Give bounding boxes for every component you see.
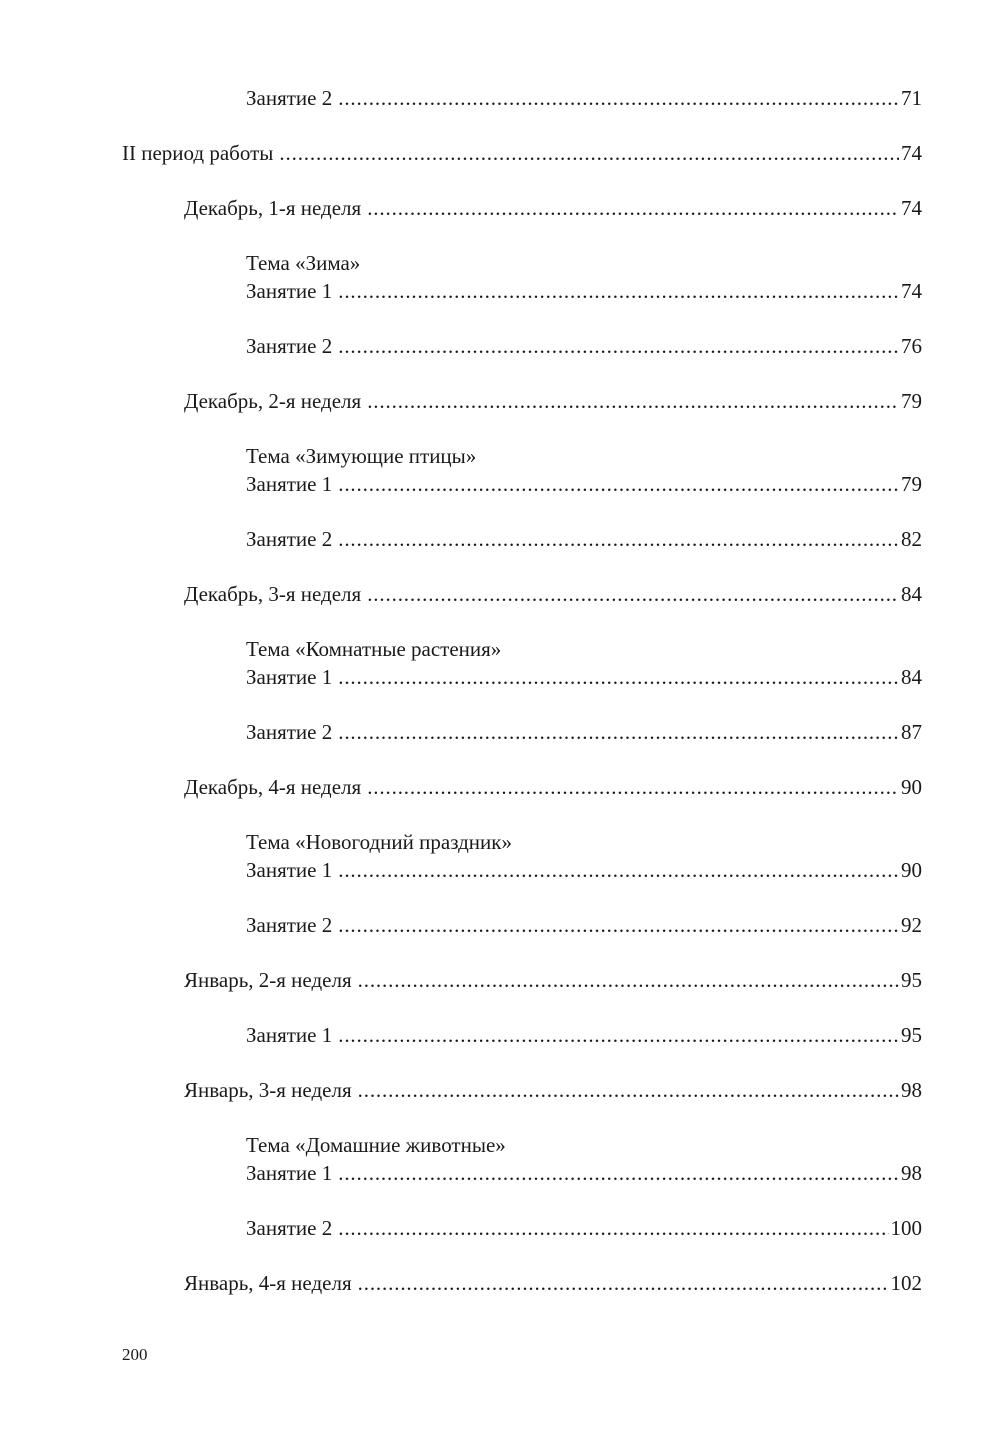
toc-entry-page: 100 [890,1216,922,1240]
toc-entry-page: 79 [901,472,922,496]
toc-dot-leader [338,912,899,938]
toc-entry-label: II период работы [122,141,274,165]
toc-entry-label: Занятие 1 [246,1023,333,1047]
toc-dot-leader [338,1022,899,1048]
toc-entry [184,388,922,414]
toc-dot-leader [338,278,899,304]
toc-entry-page: 92 [901,913,922,937]
toc-entry-page: 87 [901,720,922,744]
toc-dot-leader [358,1270,889,1296]
toc-entry [246,526,922,552]
toc-dot-leader [338,526,899,552]
toc-entry [184,774,922,800]
toc-dot-leader [367,581,899,607]
toc-entry-page: 82 [901,527,922,551]
toc-entry-page: 98 [901,1161,922,1185]
toc-entry-page: 84 [901,582,922,606]
toc-entry [184,581,922,607]
toc-entry-label: Занятие 1 [246,858,333,882]
toc-entry-label: Занятие 2 [246,913,333,937]
toc-entry [122,140,922,166]
toc-entry-page: 79 [901,389,922,413]
toc-topic-heading: Тема «Комнатные растения» [246,637,502,661]
toc-topic-heading: Тема «Домашние животные» [246,1133,506,1157]
toc-entry [246,1022,922,1048]
toc-entry [184,1270,922,1296]
toc-dot-leader [338,857,899,883]
toc-dot-leader [338,1215,888,1241]
toc-entry-label: Январь, 4-я неделя [184,1271,352,1295]
toc-topic-heading: Тема «Зимующие птицы» [246,444,477,468]
toc-entry [246,1215,922,1241]
toc-entry-page: 76 [901,334,922,358]
toc-dot-leader [358,1077,899,1103]
toc-entry-page: 95 [901,1023,922,1047]
toc-entry-page: 98 [901,1078,922,1102]
toc-dot-leader [338,471,899,497]
toc-entry [246,1160,922,1186]
toc-dot-leader [367,388,899,414]
toc-entry-label: Декабрь, 2-я неделя [184,389,362,413]
toc-entry-label: Занятие 2 [246,86,333,110]
toc-entry [184,1077,922,1103]
toc-entry [246,471,922,497]
toc-entry-label: Декабрь, 3-я неделя [184,582,362,606]
toc-entry-page: 102 [890,1271,922,1295]
toc-entry [246,912,922,938]
page-number: 200 [122,1345,148,1364]
toc-entry [184,967,922,993]
toc-dot-leader [338,664,899,690]
toc-dot-leader [358,967,899,993]
toc-entry-page: 74 [901,141,922,165]
toc-dot-leader [338,85,899,111]
toc-entry-page: 84 [901,665,922,689]
toc-entry-page: 95 [901,968,922,992]
toc-entry-label: Занятие 2 [246,527,333,551]
toc-dot-leader [279,140,899,166]
toc-dot-leader [338,333,899,359]
toc-entry-label: Декабрь, 1-я неделя [184,196,362,220]
toc-entry-label: Занятие 1 [246,665,333,689]
toc-entry [246,664,922,690]
toc-entry-page: 74 [901,196,922,220]
toc-entry-page: 90 [901,775,922,799]
toc-entry-label: Январь, 3-я неделя [184,1078,352,1102]
toc-dot-leader [367,195,899,221]
toc-dot-leader [367,774,899,800]
toc-entry-label: Занятие 2 [246,334,333,358]
toc-entry [246,85,922,111]
toc-dot-leader [338,1160,899,1186]
toc-entry-label: Занятие 1 [246,279,333,303]
toc-entry-label: Занятие 2 [246,720,333,744]
toc-entry-label: Декабрь, 4-я неделя [184,775,362,799]
toc-entry [246,857,922,883]
toc-entry-page: 71 [901,86,922,110]
toc-entry [246,333,922,359]
toc-entry-label: Январь, 2-я неделя [184,968,352,992]
toc-entry-label: Занятие 2 [246,1216,333,1240]
toc-dot-leader [338,719,899,745]
toc-entry-label: Занятие 1 [246,472,333,496]
toc-topic-heading: Тема «Зима» [246,251,361,275]
toc-entry-page: 74 [901,279,922,303]
toc-entry [246,719,922,745]
toc-entry-page: 90 [901,858,922,882]
toc-entry [246,278,922,304]
toc-topic-heading: Тема «Новогодний праздник» [246,830,512,854]
toc-entry-label: Занятие 1 [246,1161,333,1185]
toc-entry [184,195,922,221]
